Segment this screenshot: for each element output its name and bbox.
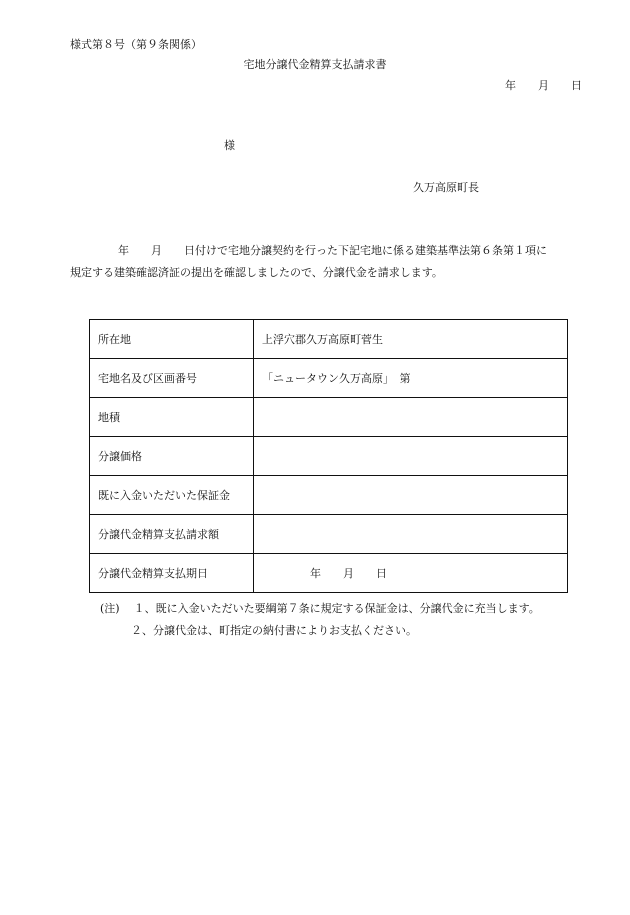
row-label-location: 所在地 <box>90 320 254 359</box>
request-body-line-2: 規定する建築確認済証の提出を確認しましたので、分譲代金を請求します。 <box>70 266 443 279</box>
issue-date-month: 月 <box>538 79 549 92</box>
note-item-2: ２、分譲代金は、町指定の納付書によりお支払ください。 <box>131 624 417 637</box>
row-label-area: 地積 <box>90 398 254 437</box>
table-row <box>90 398 568 437</box>
request-body-line-1 <box>70 240 590 262</box>
body-year: 年 <box>118 244 129 257</box>
table-row <box>90 515 568 554</box>
body-line1-rest: 日付けで宅地分譲契約を行った下記宅地に係る建築基準法第６条第１項に <box>184 244 547 257</box>
table-row <box>90 476 568 515</box>
row-label-deposit: 既に入金いただいた保証金 <box>90 476 254 515</box>
body-month: 月 <box>151 244 162 257</box>
table-row <box>90 437 568 476</box>
issue-date <box>505 79 582 93</box>
table-row <box>90 359 568 398</box>
addressee-suffix: 様 <box>224 139 235 152</box>
form-number: 様式第８号（第９条関係） <box>70 38 202 51</box>
issue-date-day: 日 <box>571 79 582 92</box>
lot-info-table <box>89 319 568 593</box>
document-title: 宅地分譲代金精算支払請求書 <box>243 58 387 71</box>
request-body <box>70 240 590 284</box>
issue-date-year: 年 <box>505 79 516 92</box>
row-value-location: 上浮穴郡久万高原町菅生 <box>254 320 568 359</box>
row-value-price <box>254 437 568 476</box>
row-value-request-amount <box>254 515 568 554</box>
row-label-request-amount: 分譲代金精算支払請求額 <box>90 515 254 554</box>
table-row <box>90 554 568 593</box>
notes <box>100 598 540 642</box>
row-value-deposit <box>254 476 568 515</box>
table-row <box>90 320 568 359</box>
note-item-1: １、既に入金いただいた要綱第７条に規定する保証金は、分譲代金に充当します。 <box>133 602 540 615</box>
row-label-lot-name: 宅地名及び区画番号 <box>90 359 254 398</box>
row-value-area <box>254 398 568 437</box>
row-value-lot-name: 「ニュータウン久万高原」 第 <box>254 359 568 398</box>
row-label-price: 分譲価格 <box>90 437 254 476</box>
row-label-due-date: 分譲代金精算支払期日 <box>90 554 254 593</box>
note-1 <box>100 598 540 620</box>
issuer-name: 久万高原町長 <box>413 181 479 194</box>
note-prefix: (注) <box>100 602 120 615</box>
row-value-due-date <box>254 554 568 593</box>
due-date-blank: 年 月 日 <box>310 567 387 580</box>
